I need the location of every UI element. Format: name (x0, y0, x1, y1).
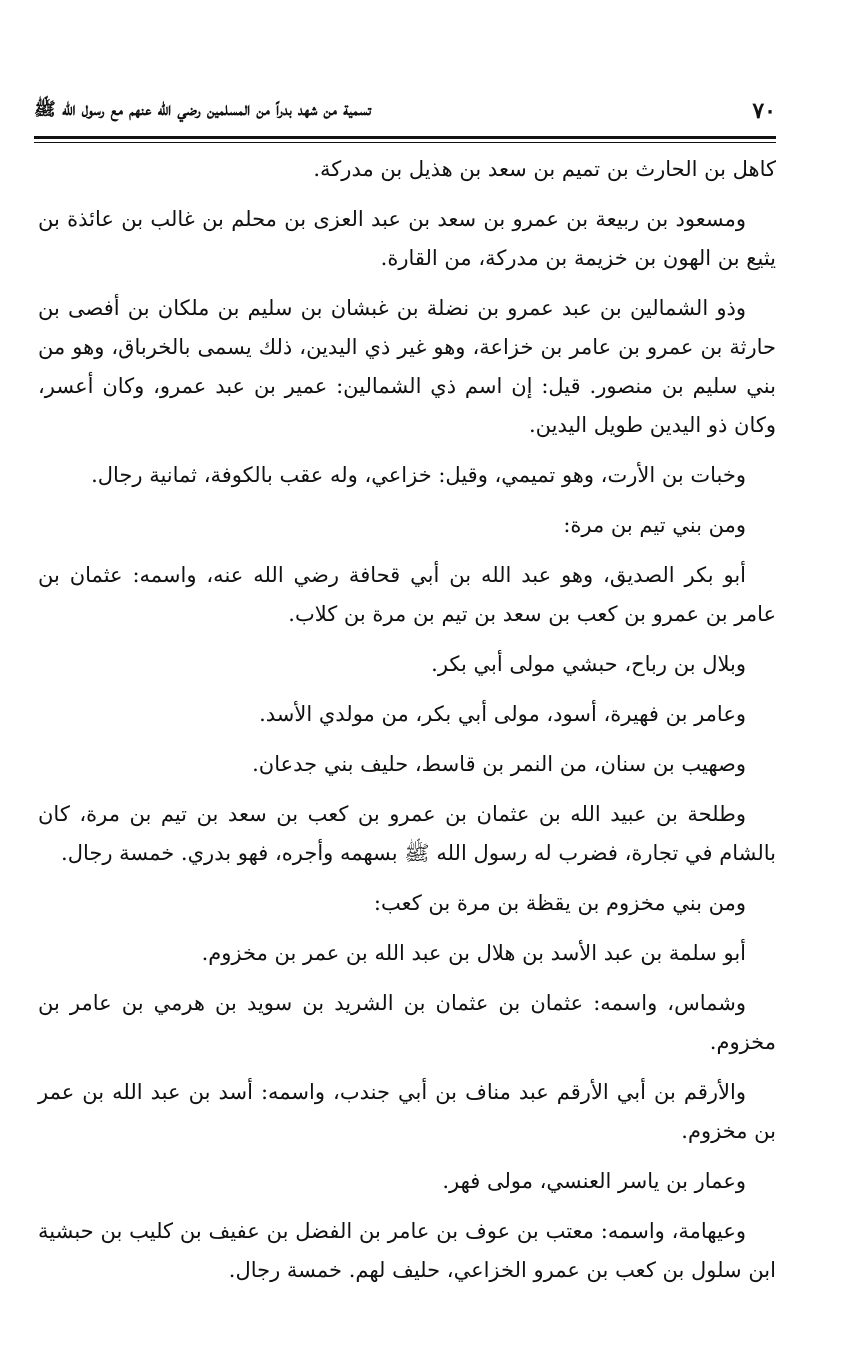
paragraph: وبلال بن رباح، حبشي مولى أبي بكر. (431, 652, 746, 676)
paragraph: وذو الشمالين بن عبد عمرو بن نضلة بن غبشان بن سليم بن ملكان بن أفصى بن حارثة بن عمرو بن عامر بن خزاعة، وهو غير ذي اليدين، ذلك يسمى بالخرباق، وهو من بني سليم بن منصور. قيل: إن اسم ذي الشمالين: عمير بن عبد عمرو، وكان أعسر، وكان ذو اليدين طويل اليدين. (38, 296, 776, 437)
page-number: ٧٠ (752, 98, 776, 124)
page-header (34, 94, 776, 134)
paragraph: وعامر بن فهيرة، أسود، مولى أبي بكر، من مولدي الأسد. (259, 702, 746, 726)
paragraph: أبو بكر الصديق، وهو عبد الله بن أبي قحافة رضي الله عنه، واسمه: عثمان بن عامر بن عمرو بن كعب بن سعد بن تيم بن مرة بن كلاب. (38, 563, 776, 626)
running-title: تسمية من شهد بدراً من المسلمين رضي الله عنهم مع رسول الله ﷺ (34, 99, 371, 120)
paragraph: وصهيب بن سنان، من النمر بن قاسط، حليف بني جدعان. (252, 752, 746, 776)
header-rule-thick (34, 136, 776, 139)
paragraph: أبو سلمة بن عبد الأسد بن هلال بن عبد الله بن عمر بن مخزوم. (201, 941, 746, 965)
paragraph: وطلحة بن عبيد الله بن عثمان بن عمرو بن كعب بن سعد بن تيم بن مرة، كان بالشام في تجارة، فضرب له رسول الله ﷺ بسهمه وأجره، فهو بدري. خمسة رجال. (38, 802, 776, 865)
header-rule-thin (34, 142, 776, 143)
section-heading: ومن بني تيم بن مرة: (563, 513, 746, 537)
paragraph: وشماس، واسمه: عثمان بن عثمان بن الشريد بن سويد بن هرمي بن عامر بن مخزوم. (38, 991, 776, 1054)
paragraph: والأرقم بن أبي الأرقم عبد مناف بن أبي جندب، واسمه: أسد بن عبد الله بن عمر بن مخزوم. (38, 1080, 776, 1143)
paragraph: وعمار بن ياسر العنسي، مولى فهر. (442, 1169, 746, 1193)
paragraph: كاهل بن الحارث بن تميم بن سعد بن هذيل بن مدركة. (313, 157, 776, 181)
body-text (38, 150, 776, 1301)
section-heading: ومن بني مخزوم بن يقظة بن مرة بن كعب: (373, 891, 746, 915)
paragraph: وعيهامة، واسمه: معتب بن عوف بن عامر بن الفضل بن عفيف بن كليب بن حبشية ابن سلول بن كعب بن عمرو الخزاعي، حليف لهم. خمسة رجال. (38, 1219, 776, 1282)
paragraph: ومسعود بن ربيعة بن عمرو بن سعد بن عبد العزى بن محلم بن غالب بن عائذة بن يثيع بن الهون بن خزيمة بن مدركة، من القارة. (38, 207, 776, 270)
paragraph: وخبات بن الأرت، وهو تميمي، وقيل: خزاعي، وله عقب بالكوفة، ثمانية رجال. (91, 463, 746, 487)
